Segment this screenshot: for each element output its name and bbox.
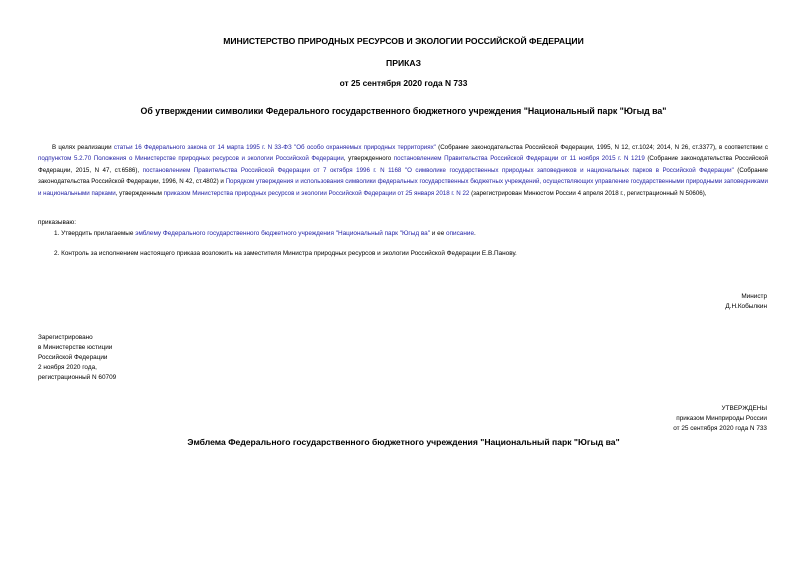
government-resolution-1219-link[interactable]: постановлением Правительства Российской Федерации от 11 ноября 2015 г. N 1219 bbox=[393, 155, 645, 163]
emblem-link[interactable]: эмблему Федерального государственного бюджетного учреждения "Национальный парк "Югыд ва" bbox=[135, 230, 431, 237]
registration-line: регистрационный N 60709 bbox=[38, 374, 117, 381]
preamble-text: , утвержденного bbox=[343, 155, 394, 163]
law-article-link[interactable]: статьи 16 Федерального закона от 14 марта 1995 г. N 33-ФЗ "Об особо охраняемых природных территориях" bbox=[113, 144, 436, 151]
description-link[interactable]: описание bbox=[446, 230, 475, 237]
order-item-text: и ее bbox=[430, 230, 447, 237]
registration-line: Российской Федерации bbox=[38, 354, 108, 361]
approval-line: УТВЕРЖДЕНЫ bbox=[721, 405, 767, 412]
document-title: Об утверждении символики Федерального государственного бюджетного учреждения "Национальный парк "Югыд ва" bbox=[140, 106, 667, 116]
registration-line: в Министерстве юстиции bbox=[38, 344, 113, 351]
approval-line: от 25 сентября 2020 года N 733 bbox=[673, 425, 767, 432]
preamble-text: (Собрание законодательства Российской Федерации, 2015, N 47, ст.6586), bbox=[38, 155, 768, 174]
signature-block bbox=[725, 292, 767, 312]
preamble-text: (Собрание законодательства Российской Федерации, 1996, N 42, ст.4802) и bbox=[38, 166, 768, 186]
regulation-subclause-link[interactable]: подпунктом 5.2.70 Положения о Министерстве природных ресурсов и экологии Российской Федерации bbox=[38, 155, 344, 163]
preamble-text: В целях реализации bbox=[52, 144, 114, 151]
preamble-paragraph bbox=[38, 142, 768, 199]
registration-line: Зарегистрировано bbox=[38, 334, 93, 341]
approval-line: приказом Минприроды России bbox=[676, 415, 767, 422]
ministry-order-22-link[interactable]: приказом Министерства природных ресурсов и экологии Российской Федерации от 25 января 2018 г. N 22 bbox=[163, 189, 470, 197]
preamble-text: , утвержденным bbox=[115, 189, 164, 197]
symbolics-procedure-link[interactable]: Порядком утверждения и использования символики федеральных государственных бюджетных учреждений, осуществляющих управление государственными природными заповедниками и национальными парками bbox=[38, 178, 768, 197]
registration-block bbox=[38, 333, 116, 383]
order-item-2: 2. Контроль за исполнением настоящего приказа возложить на заместителя Министра природных ресурсов и экологии Российской Федерации Е.В.Панову. bbox=[54, 250, 517, 257]
signer-position: Министр bbox=[741, 293, 767, 300]
approval-block bbox=[673, 404, 767, 434]
document-type: ПРИКАЗ bbox=[386, 58, 421, 68]
preamble-text: (зарегистрирован Минюстом России 4 апреля 2018 г., регистрационный N 50606), bbox=[469, 189, 707, 197]
order-item-text: . bbox=[474, 230, 476, 237]
order-lead: приказываю: bbox=[38, 219, 76, 226]
government-resolution-1168-link[interactable]: постановлением Правительства Российской Федерации от 7 октября 1996 г. N 1168 "О символике государственных природных заповедников и национальных парков в Российской Федерации" bbox=[142, 166, 734, 174]
preamble-text: (Собрание законодательства Российской Федерации, 1995, N 12, ст.1024; 2014, N 26, ст.3377), в соответствии с bbox=[435, 144, 769, 151]
order-item-text: 1. Утвердить прилагаемые bbox=[54, 230, 136, 237]
registration-line: 2 ноября 2020 года, bbox=[38, 364, 97, 371]
emblem-title: Эмблема Федерального государственного бюджетного учреждения "Национальный парк "Югыд ва" bbox=[187, 437, 620, 447]
signer-name: Д.Н.Кобылкин bbox=[725, 303, 767, 310]
ministry-heading: МИНИСТЕРСТВО ПРИРОДНЫХ РЕСУРСОВ И ЭКОЛОГИИ РОССИЙСКОЙ ФЕДЕРАЦИИ bbox=[223, 36, 584, 46]
order-item-1 bbox=[54, 229, 476, 239]
document-date-number: от 25 сентября 2020 года N 733 bbox=[339, 78, 468, 88]
